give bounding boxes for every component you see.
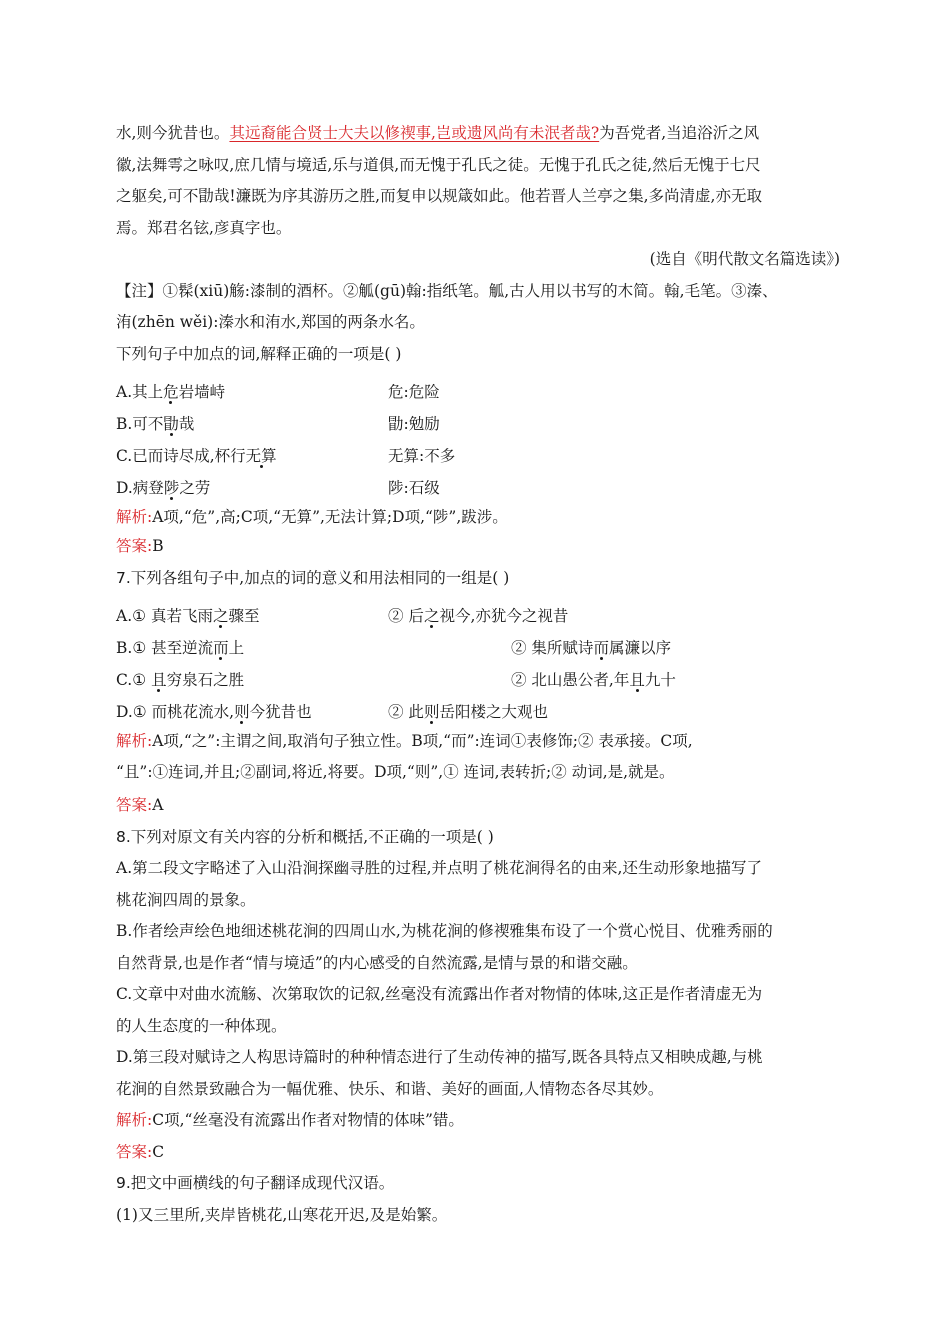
answer-value: C (152, 1142, 165, 1161)
option-d (116, 696, 840, 728)
option-explanation: 勖:勉励 (388, 415, 440, 433)
option-text: 视今,亦犹今之视昔 (439, 607, 569, 625)
answer-label: 答案: (116, 1142, 153, 1161)
dotted-word: 而 (213, 639, 229, 657)
answer-value: A (152, 796, 164, 814)
question-number: 9. (116, 1174, 131, 1192)
question-number: 7. (116, 568, 131, 587)
dotted-word: 之 (423, 607, 440, 625)
passage-line: 焉。郑君名铉,彦真字也。 (116, 218, 292, 237)
option-c-line: C.文章中对曲水流觞、次第取饮的记叙,丝毫没有流露出作者对物情的体味,这正是作者清虚无为 (116, 985, 763, 1003)
option-b (116, 408, 840, 440)
question-9-item: (1)又三里所,夹岸皆桃花,山寒花开迟,及是始繁。 (116, 1205, 448, 1224)
option-text: 上 (228, 639, 245, 657)
question-text: 把文中画横线的句子翻译成现代汉语。 (130, 1174, 395, 1192)
analysis (116, 728, 840, 755)
option-d (116, 472, 840, 504)
option-a (116, 376, 840, 408)
analysis (116, 1105, 840, 1137)
answer-label: 答案: (116, 796, 153, 814)
question-6-stem: 下列句子中加点的词,解释正确的一项是( ) (116, 344, 402, 363)
dotted-word: 陟 (163, 479, 180, 497)
option-text: D.病登 (116, 479, 164, 497)
option-text: C.已而诗尽成,杯行 (116, 447, 246, 465)
option-d-line: D.第三段对赋诗之人构思诗篇时的种种情态进行了生动传神的描写,既各具特点又相映成趣,与桃 (116, 1048, 763, 1066)
option-c (116, 664, 840, 696)
question-text: 下列对原文有关内容的分析和概括,不正确的一项是( ) (130, 827, 494, 846)
passage-line (116, 118, 840, 150)
dotted-word: 勖 (163, 415, 179, 433)
analysis-label: 解析: (116, 508, 153, 526)
option-b (116, 632, 840, 664)
option-b-line: B.作者绘声绘色地细述桃花涧的四周山水,为桃花涧的修禊雅集布设了一个赏心悦目、优雅秀丽的 (116, 922, 773, 940)
option-text: B.① 甚至逆流 (116, 639, 214, 657)
passage-text: 水,则今犹昔也。 (116, 124, 230, 142)
option-text: ② 后 (388, 607, 424, 625)
analysis-continued: “且”:①连词,并且;②副词,将近,将要。D项,“则”,① 连词,表转折;② 动词,是,就是。 (116, 763, 675, 781)
passage-line: 徽,法舞雩之咏叹,庶几情与境适,乐与道俱,而无愧于孔氏之徒。无愧于孔氏之徒,然后无愧于七尺 (116, 155, 761, 174)
dotted-word: 危 (163, 383, 179, 401)
dotted-word: 之 (212, 607, 229, 625)
source-citation: (选自《明代散文名篇选读》) (649, 250, 840, 268)
option-text: ② 集所赋诗 (511, 639, 594, 657)
option-text: 哉 (178, 415, 195, 433)
option-text: A.① 真若飞雨 (116, 607, 213, 625)
underlined-sentence: 其远裔能合贤士大夫以修禊事,岂或遗风尚有未泯者哉? (229, 124, 600, 142)
option-text: D.① 而桃花流水, (116, 703, 235, 721)
option-explanation: 危:危险 (388, 383, 440, 401)
dotted-word: 无算 (245, 447, 277, 465)
option-c (116, 440, 840, 472)
option-text: 之劳 (179, 479, 211, 497)
option-text: 今犹昔也 (249, 703, 312, 721)
option-text: 骤至 (228, 607, 260, 625)
question-text: 下列各组句子中,加点的词的意义和用法相同的一组是( ) (130, 568, 510, 587)
analysis-text: A项,“之”:主谓之间,取消句子独立性。B项,“而”:连词①表修饰;② 表承接。C项, (152, 732, 693, 750)
option-a (116, 600, 840, 632)
answer (116, 790, 840, 822)
answer (116, 531, 840, 563)
question-7-stem (116, 563, 840, 595)
option-b-line: 自然背景,也是作者“情与境适”的内心感受的自然流露,是情与景的和谐交融。 (116, 953, 638, 972)
answer-label: 答案: (116, 537, 153, 555)
option-c-line: 的人生态度的一种体现。 (116, 1016, 287, 1035)
analysis-text: A项,“危”,高;C项,“无算”,无法计算;D项,“陟”,跋涉。 (152, 508, 508, 526)
dotted-word: 且 (629, 671, 645, 689)
passage-text: 为吾党者,当追浴沂之风 (599, 124, 760, 142)
analysis-text: C项,“丝毫没有流露出作者对物情的体味”错。 (152, 1111, 464, 1129)
option-text: 九十 (644, 671, 676, 689)
option-text: 穷泉石之胜 (166, 671, 245, 689)
notes-line: 洧(zhēn wěi):溱水和洧水,郑国的两条水名。 (116, 313, 425, 331)
question-8-stem (116, 822, 840, 854)
option-text: ② 北山愚公者,年 (511, 671, 630, 689)
question-9-stem (116, 1168, 840, 1200)
dotted-word: 且 (151, 671, 167, 689)
question-number: 8. (116, 827, 131, 846)
analysis-label: 解析: (116, 732, 153, 750)
option-text: C.① (116, 671, 152, 689)
notes-line: 【注】①髹(xiū)觞:漆制的酒杯。②觚(gū)翰:指纸笔。觚,古人用以书写的木简。翰,毛笔。③溱、 (116, 281, 778, 300)
option-text: ② 此 (388, 703, 424, 721)
document-page (116, 118, 840, 1231)
option-text: A.其上 (116, 383, 164, 401)
option-text: B.可不 (116, 415, 164, 433)
option-a-line: A.第二段文字略述了入山沿涧探幽寻胜的过程,并点明了桃花涧得名的由来,还生动形象地描写了 (116, 859, 762, 877)
answer-value: B (152, 537, 164, 555)
analysis-label: 解析: (116, 1111, 153, 1129)
answer (116, 1137, 840, 1169)
option-text: 属濂以序 (608, 639, 671, 657)
option-text: 岳阳楼之大观也 (439, 703, 548, 721)
passage-line: 之躯矣,可不勖哉!濂既为序其游历之胜,而复申以规箴如此。他若晋人兰亭之集,多尚清虚,亦无取 (116, 187, 762, 205)
option-d-line: 花涧的自然景致融合为一幅优雅、快乐、和谐、美好的画面,人情物态各尽其妙。 (116, 1079, 664, 1098)
option-explanation: 无算:不多 (388, 447, 456, 465)
dotted-word: 则 (423, 703, 440, 721)
dotted-word: 则 (234, 703, 250, 721)
option-explanation: 陟:石级 (388, 479, 440, 497)
dotted-word: 而 (593, 639, 609, 657)
option-text: 岩墙峙 (178, 383, 226, 401)
option-a-line: 桃花涧四周的景象。 (116, 890, 256, 909)
analysis (116, 504, 840, 531)
